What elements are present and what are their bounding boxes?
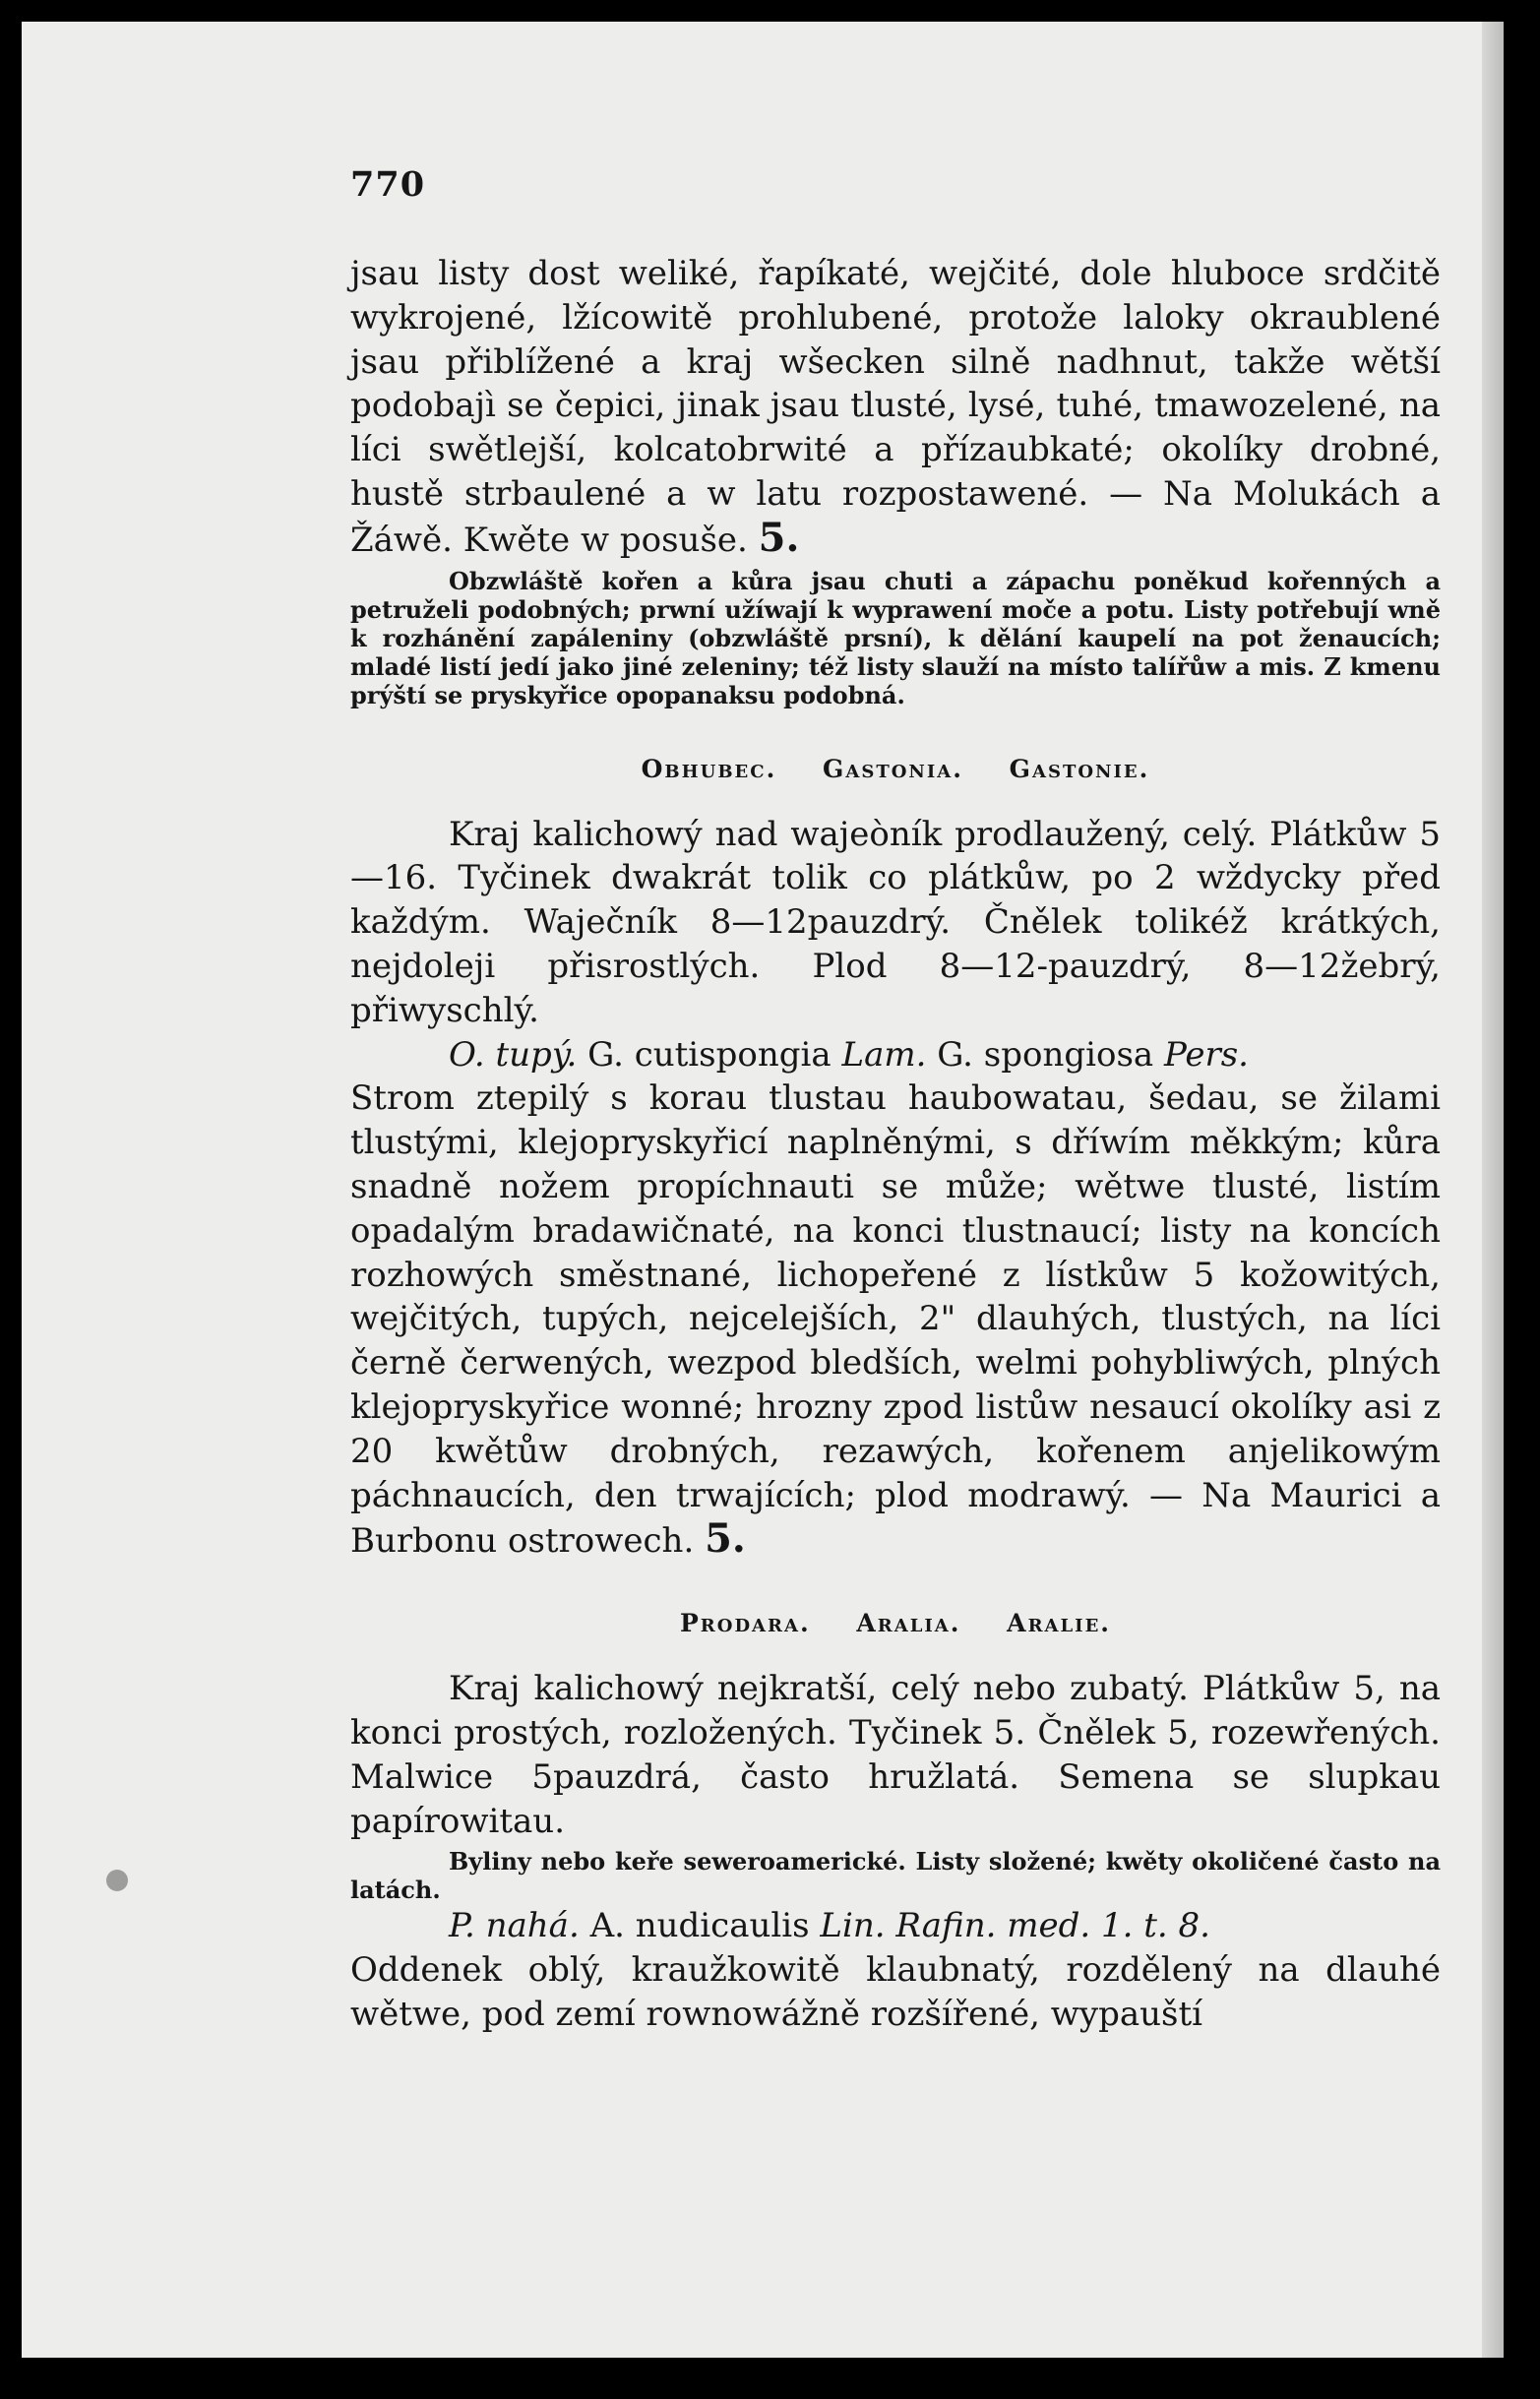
synonym: A. nudicaulis bbox=[589, 1906, 810, 1946]
paragraph-5-header bbox=[350, 1904, 1441, 1948]
author-1: Lam. bbox=[841, 1034, 927, 1075]
genus-name-latin: Aralia. bbox=[856, 1609, 961, 1638]
small-note-1: Obzwláště kořen a kůra jsau chuti a zápachu poněkud kořenných a petruželi podobných; prwní užíwají k wyprawení moče a potu. Listy potřebují wně k rozhánění zapáleniny (obzwláště prsní), k dělání kaupelí na pot ženaucích; mladé listí jedí jako jiné zeleniny; též listy slauží na místo talířůw a mis. Z kmenu prýští se pryskyřice opopanaksu podobná. bbox=[350, 566, 1441, 709]
page-number: 770 bbox=[350, 164, 426, 205]
reference: Rafin. med. 1. t. 8. bbox=[895, 1906, 1210, 1946]
small-note-2: Byliny nebo keře seweroamerické. Listy složené; kwěty okoličené často na latách. bbox=[350, 1847, 1441, 1905]
genus-heading-aralia bbox=[350, 1609, 1441, 1637]
genus-name-czech: Obhubec. bbox=[641, 754, 777, 783]
page-content bbox=[350, 164, 1441, 2037]
paragraph-4: Kraj kalichowý nejkratší, celý nebo zubatý. Plátkůw 5, na konci prostých, rozložených. Tyčinek 5. Čnělek 5, rozewřených. Malwice 5pauzdrá, často hružlatá. Semena se slupkau papírowitau. bbox=[350, 1669, 1441, 1841]
author: Lin. bbox=[820, 1906, 886, 1946]
species-name: P. nahá. bbox=[449, 1906, 580, 1946]
genus-name-french: Gastonie. bbox=[1009, 754, 1150, 783]
paragraph-5: Oddenek oblý, kraužkowitě klaubnatý, rozdělený na dlauhé wětwe, pod zemí rownowážně rozšířené, wypauští bbox=[350, 1950, 1441, 2034]
paragraph-3-number: 5. bbox=[705, 1515, 746, 1563]
genus-name-czech: Prodara. bbox=[680, 1609, 811, 1638]
book-page bbox=[22, 22, 1504, 2358]
paragraph-1-text: jsau listy dost weliké, řapíkaté, wejčité, dole hluboce srdčitě wykrojené, lžícowitě prohlubené, protože laloky okraublené jsau přiblížené a kraj wšecken silně nadhnut, takže wětší podobajì se čepici, jinak jsau tlusté, lysé, tuhé, tmawozelené, na líci swětlejší, kolcatobrwité a přízaubkaté; okolíky drobné, hustě strbaulené a w latu rozpostawené. — Na Molukách a Žáwě. Kwěte w posuše. bbox=[350, 254, 1441, 560]
paragraph-1 bbox=[350, 252, 1441, 563]
genus-name-french: Aralie. bbox=[1007, 1609, 1111, 1638]
paragraph-2: Kraj kalichowý nad wajeòník prodlaužený, celý. Plátkůw 5—16. Tyčinek dwakrát tolik co plátkůw, po 2 wždycky před každým. Waječník 8—12pauzdrý. Čnělek tolikéž krátkých, nejdoleji přisrostlých. Plod 8—12-pauzdrý, 8—12žebrý, přiwyschlý. bbox=[350, 814, 1441, 1030]
species-name: O. tupý. bbox=[449, 1034, 578, 1075]
genus-name-latin: Gastonia. bbox=[823, 754, 963, 783]
paragraph-1-number: 5. bbox=[758, 514, 800, 561]
author-2: Pers. bbox=[1164, 1034, 1249, 1075]
synonym-1: G. cutispongia bbox=[587, 1034, 832, 1075]
paragraph-3 bbox=[350, 1033, 1441, 1077]
paragraph-3-text: Strom ztepilý s korau tlustau haubowatau, šedau, se žilami tlustými, klejopryskyřicí naplněnými, s dříwím měkkým; kůra snadně nožem propíchnauti se může; wětwe tlusté, listím opadalým bradawičnaté, na konci tlustnaucí; listy na koncích rozhowých směstnané, lichopeřené z lístkůw 5 kožowitých, wejčitých, tupých, nejcelejších, 2" dlauhých, tlustých, na líci černě čerwených, wezpod bledších, welmi pohybliwých, plných klejopryskyřice wonné; hrozny zpod listůw nesaucí okolíky asi z 20 kwětůw drobných, rezawých, kořenem anjelikowým páchnaucích, den trwajících; plod modrawý. — Na Maurici a Burbonu ostrowech. bbox=[350, 1078, 1441, 1562]
genus-heading-gastonia bbox=[350, 755, 1441, 783]
paragraph-3-description bbox=[350, 1076, 1441, 1564]
synonym-2: G. spongiosa bbox=[937, 1034, 1154, 1075]
paper-blemish bbox=[106, 1870, 128, 1891]
